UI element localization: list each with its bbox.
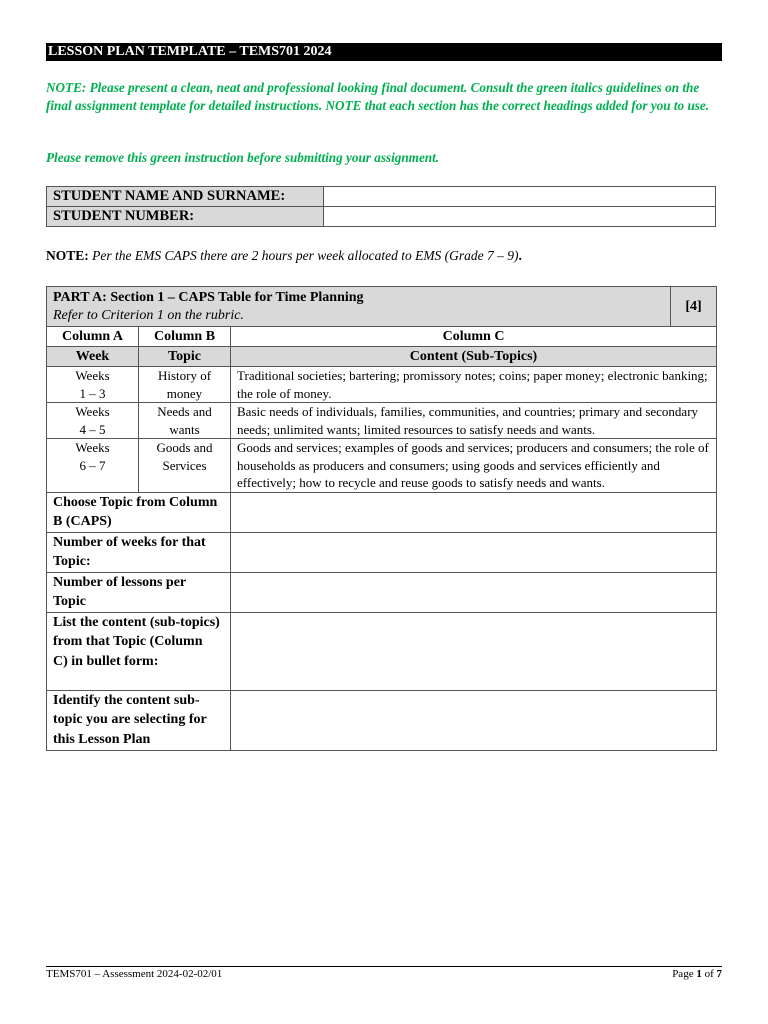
student-number-field[interactable] (324, 207, 716, 227)
weeks-for-topic-label: Number of weeks for that Topic: (47, 532, 231, 572)
list-content-field[interactable] (231, 612, 717, 690)
ems-time-note: NOTE: Per the EMS CAPS there are 2 hours per week allocated to EMS (Grade 7 – 9). (46, 248, 522, 263)
student-name-field[interactable] (324, 187, 716, 207)
table-row (47, 439, 717, 493)
ems-note-text: Per the EMS CAPS there are 2 hours per week allocated to EMS (Grade 7 – 9) (88, 248, 519, 263)
identify-subtopic-field[interactable] (231, 690, 717, 750)
choose-topic-label: Choose Topic from Column B (CAPS) (47, 492, 231, 532)
column-c-header: Column C (231, 327, 717, 347)
footer-assessment-code: TEMS701 – Assessment 2024-02-02/01 (46, 968, 223, 980)
part-a-marks: [4] (671, 287, 717, 327)
student-name-label: STUDENT NAME AND SURNAME: (47, 187, 324, 207)
part-a-subtitle: Refer to Criterion 1 on the rubric. (53, 308, 244, 323)
week-cell: Weeks 4 – 5 (47, 403, 139, 439)
content-header: Content (Sub-Topics) (231, 347, 717, 367)
topic-cell: Needs and wants (139, 403, 231, 439)
student-number-label: STUDENT NUMBER: (47, 207, 324, 227)
week-cell: Weeks 6 – 7 (47, 439, 139, 493)
document-title: LESSON PLAN TEMPLATE – TEMS701 2024 (46, 43, 722, 61)
green-instruction-note: NOTE: Please present a clean, neat and professional looking final document. Consult the green italics guidelines on the final assignment template for detailed instructions. NOTE that each section has the correct headings added for you to use. (46, 80, 710, 113)
footer-divider (46, 966, 722, 967)
part-a-title: PART A: Section 1 – CAPS Table for Time Planning (53, 290, 364, 305)
green-remove-note: Please remove this green instruction before submitting your assignment. (46, 150, 440, 165)
topic-cell: History of money (139, 367, 231, 403)
lessons-per-topic-field[interactable] (231, 572, 717, 612)
weeks-for-topic-field[interactable] (231, 532, 717, 572)
footer-page-number: Page 1 of 7 (672, 968, 722, 980)
lessons-per-topic-label: Number of lessons per Topic (47, 572, 231, 612)
part-a-header (47, 287, 671, 327)
identify-subtopic-label: Identify the content sub-topic you are selecting for this Lesson Plan (47, 690, 231, 750)
ems-note-bold: NOTE: (46, 248, 89, 263)
student-info-table (46, 186, 716, 227)
content-cell: Goods and services; examples of goods and services; producers and consumers; the role of households as producers and consumers; using goods and services efficiently and effectively; how to recycle and reuse goods to satisfy needs and wants. (231, 439, 717, 493)
table-row (47, 367, 717, 403)
topic-cell: Goods and Services (139, 439, 231, 493)
choose-topic-field[interactable] (231, 492, 717, 532)
week-header: Week (47, 347, 139, 367)
topic-header: Topic (139, 347, 231, 367)
column-a-header: Column A (47, 327, 139, 347)
content-cell: Basic needs of individuals, families, communities, and countries; primary and secondary needs; unlimited wants; limited resources to satisfy needs and wants. (231, 403, 717, 439)
week-cell: Weeks 1 – 3 (47, 367, 139, 403)
content-cell: Traditional societies; bartering; promissory notes; coins; paper money; electronic banking; the role of money. (231, 367, 717, 403)
list-content-label: List the content (sub-topics) from that Topic (Column C) in bullet form: (47, 612, 231, 690)
caps-time-planning-table (46, 286, 717, 751)
column-b-header: Column B (139, 327, 231, 347)
table-row (47, 403, 717, 439)
